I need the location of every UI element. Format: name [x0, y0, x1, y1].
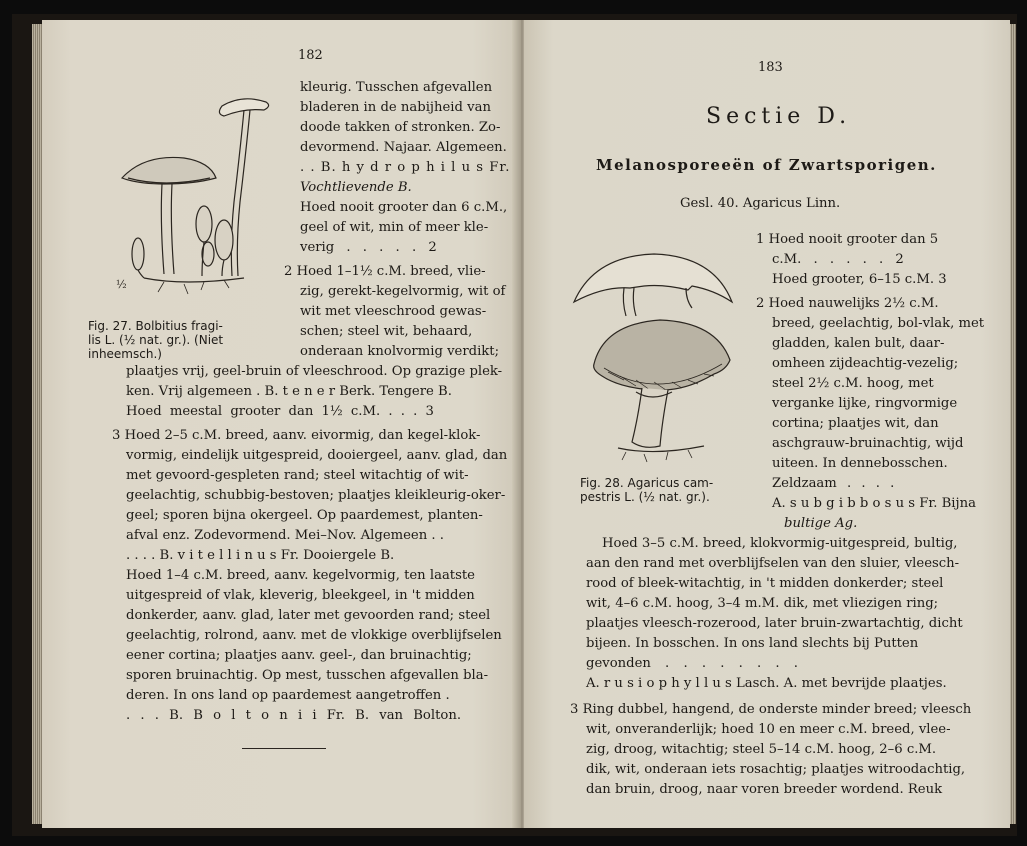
section-title: Sectie D.: [706, 104, 852, 129]
text-line: 1 Hoed nooit grooter dan 5: [756, 232, 939, 247]
species-name-line: . . . . B. v i t e l l i n u s Fr. Dooiergele B.: [126, 548, 395, 563]
species-name-line: . . B. h y d r o p h i l u s Fr.: [300, 160, 511, 175]
text-line: aschgrauw-bruinachtig, wijd: [772, 436, 964, 451]
text-line: bijeen. In bosschen. In ons land slechts bij Putten: [586, 636, 919, 651]
text-line: schen; steel wit, behaard,: [300, 324, 473, 339]
species-name-line: A. s u b g i b b o s u s Fr. Bijna: [772, 496, 976, 511]
text-line: geel; sporen bijna okergeel. Op paardemest, planten-: [126, 508, 483, 523]
text-line: 2 Hoed nauwelijks 2½ c.M.: [756, 296, 939, 311]
text-line: Hoed meestal grooter dan 1½ c.M. . . . 3: [126, 404, 434, 419]
text-line: c.M. . . . . . 2: [772, 252, 904, 267]
page-number-right: 183: [758, 60, 783, 75]
left-page: [42, 20, 520, 828]
text-line: wit met vleeschrood gewas-: [300, 304, 487, 319]
figure-28-caption-line-1: Fig. 28. Agaricus cam-: [580, 476, 714, 490]
figure-27-caption-line-3: inheemsch.): [88, 347, 162, 361]
text-line: geel of wit, min of meer kle-: [300, 220, 489, 235]
text-line: aan den rand met overblijfselen van den sluier, vleesch-: [586, 556, 960, 571]
right-page: [524, 20, 1010, 828]
common-name-line: bultige Ag.: [784, 516, 858, 531]
text-line: steel 2½ c.M. hoog, met: [772, 376, 934, 391]
section-end-rule: [242, 748, 326, 749]
figure-scale-label: ½: [116, 278, 127, 291]
text-line: bladeren in de nabijheid van: [300, 100, 491, 115]
figure-28-caption-line-2: pestris L. (½ nat. gr.).: [580, 490, 710, 504]
text-line: Zeldzaam . . . .: [772, 476, 895, 491]
text-line: dik, wit, onderaan iets rosachtig; plaatjes witroodachtig,: [586, 762, 966, 777]
text-line: Hoed grooter, 6–15 c.M. 3: [772, 272, 947, 287]
text-line: 2 Hoed 1–1½ c.M. breed, vlie-: [284, 264, 486, 279]
figure-27-caption-line-1: Fig. 27. Bolbitius fragi-: [88, 319, 223, 333]
text-line: uitgespreid of vlak, kleverig, bleekgeel, in 't midden: [126, 588, 475, 603]
text-line: doode takken of stronken. Zo-: [300, 120, 501, 135]
text-line: gevonden . . . . . . . .: [586, 656, 798, 671]
text-line: geelachtig, rolrond, aanv. met de vlokkige overblijfselen: [126, 628, 502, 643]
text-line: cortina; plaatjes wit, dan: [772, 416, 939, 431]
text-line: donkerder, aanv. glad, later met gevoorden rand; steel: [126, 608, 491, 623]
text-line: zig, gerekt-kegelvormig, wit of: [300, 284, 506, 299]
text-line: deren. In ons land op paardemest aangetroffen .: [126, 688, 450, 703]
text-line: geelachtig, schubbig-bestoven; plaatjes kleikleurig-oker-: [126, 488, 506, 503]
text-line: gladden, kalen bult, daar-: [772, 336, 945, 351]
text-line: afval enz. Zodevormend. Mei–Nov. Algemeen . .: [126, 528, 444, 543]
genus-heading: Gesl. 40. Agaricus Linn.: [680, 196, 841, 211]
figure-28-agaricus-illustration: [564, 242, 746, 470]
text-line: rood of bleek-witachtig, in 't midden donkerder; steel: [586, 576, 944, 591]
text-line: ken. Vrij algemeen . B. t e n e r Berk. Tengere B.: [126, 384, 452, 399]
figure-27-caption-line-2: lis L. (½ nat. gr.). (Niet: [88, 333, 224, 347]
section-subtitle: Melanosporeeën of Zwartsporigen.: [596, 156, 937, 174]
text-line: Hoed 1–4 c.M. breed, aanv. kegelvormig, ten laatste: [126, 568, 475, 583]
text-line: Hoed 3–5 c.M. breed, klokvormig-uitgespreid, bultig,: [602, 536, 958, 551]
text-line: uiteen. In dennebosschen.: [772, 456, 948, 471]
text-line: vormig, eindelijk uitgespreid, dooiergeel, aanv. glad, dan: [126, 448, 508, 463]
text-line: kleurig. Tusschen afgevallen: [300, 80, 493, 95]
text-line: eener cortina; plaatjes aanv. geel-, dan bruinachtig;: [126, 648, 472, 663]
text-line: wit, onveranderlijk; hoed 10 en meer c.M. breed, vlee-: [586, 722, 951, 737]
text-line: plaatjes vrij, geel-bruin of vleeschrood. Op grazige plek-: [126, 364, 503, 379]
text-line: verig . . . . . 2: [300, 240, 437, 255]
text-line: verganke lijke, ringvormige: [772, 396, 958, 411]
text-line: plaatjes vleesch-rozerood, later bruin-zwartachtig, dicht: [586, 616, 963, 631]
page-number-left: 182: [298, 48, 323, 63]
text-line: zig, droog, witachtig; steel 5–14 c.M. hoog, 2–6 c.M.: [586, 742, 937, 757]
species-name-line: . . . B. B o l t o n i i Fr. B. van Bolton.: [126, 708, 462, 723]
book-spread: [12, 14, 1017, 836]
species-name-line: A. r u s i o p h y l l u s Lasch. A. met bevrijde plaatjes.: [586, 676, 947, 691]
text-line: wit, 4–6 c.M. hoog, 3–4 m.M. dik, met vliezigen ring;: [586, 596, 939, 611]
common-name-line: Vochtlievende B.: [300, 180, 412, 195]
text-line: 3 Ring dubbel, hangend, de onderste minder breed; vleesch: [570, 702, 972, 717]
text-line: 3 Hoed 2–5 c.M. breed, aanv. eivormig, dan kegel-klok-: [112, 428, 481, 443]
text-line: met gevoord-gespleten rand; steel witachtig of wit-: [126, 468, 469, 483]
text-line: breed, geelachtig, bol-vlak, met: [772, 316, 985, 331]
text-line: dan bruin, droog, naar voren breeder wordend. Reuk: [586, 782, 943, 797]
text-line: Hoed nooit grooter dan 6 c.M.,: [300, 200, 508, 215]
text-line: sporen bruinachtig. Op mest, tusschen afgevallen bla-: [126, 668, 489, 683]
text-line: onderaan knolvormig verdikt;: [300, 344, 500, 359]
figure-27-bolbitius-illustration: [104, 92, 294, 308]
text-line: omheen zijdeachtig-vezelig;: [772, 356, 959, 371]
text-line: devormend. Najaar. Algemeen.: [300, 140, 507, 155]
